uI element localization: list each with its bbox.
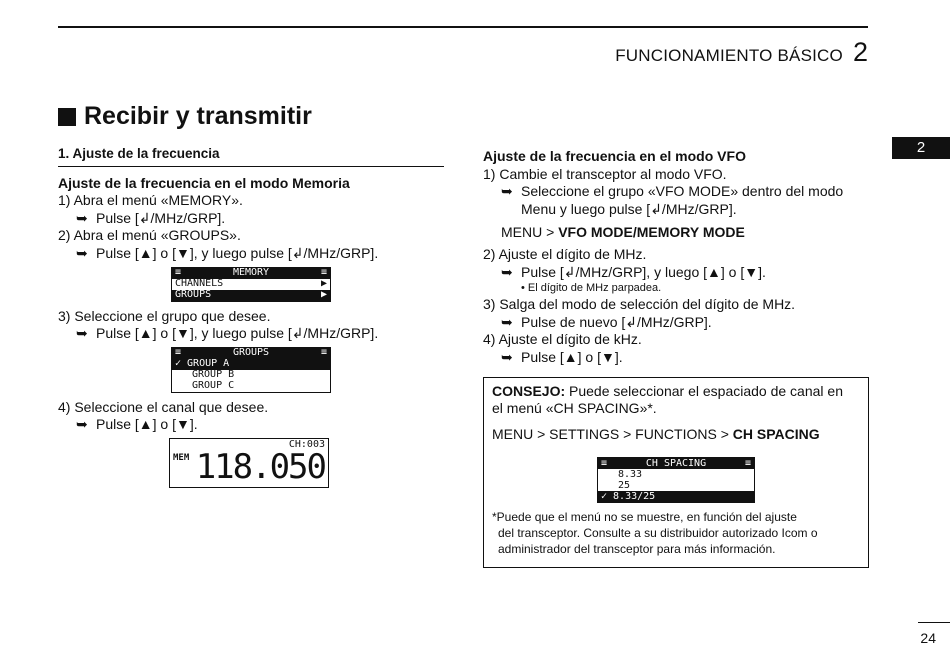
top-rule xyxy=(58,26,868,28)
lcd-group-item: GROUP C xyxy=(192,380,235,392)
step-3: 3) Salga del modo de selección del dígito de MHz. xyxy=(483,296,796,313)
lcd-title: GROUPS xyxy=(232,347,270,359)
step-4: 4) Ajuste el dígito de kHz. xyxy=(483,331,642,348)
step-1: 1) Abra el menú «MEMORY». xyxy=(58,192,243,209)
lcd-spacing-item: 8.33 xyxy=(618,468,643,480)
lcd-title: MEMORY xyxy=(232,267,270,279)
tip-text: CONSEJO: Puede seleccionar el espaciado de canal en el menú «CH SPACING»*. xyxy=(492,382,843,417)
step-2: 2) Ajuste el dígito de MHz. xyxy=(483,245,647,262)
arrow-icon: ➥ xyxy=(501,348,513,365)
menu-icon: ≡ xyxy=(175,347,182,359)
chevron-right-icon: ▶ xyxy=(320,278,327,290)
arrow-icon: ➥ xyxy=(76,244,88,261)
mode-indicator: MEM xyxy=(173,452,190,463)
lcd-menu-item-channels: CHANNELS ▶ xyxy=(175,278,327,290)
menu-icon: ≡ xyxy=(175,267,182,279)
menu-icon: ≡ xyxy=(320,267,327,279)
lcd-title-bar xyxy=(172,268,330,279)
step-1-action: ➥ Pulse [↲/MHz/GRP]. xyxy=(76,209,226,226)
step-1-action: ➥ Seleccione el grupo «VFO MODE» dentro del modo Menu y luego pulse [↲/MHz/GRP]. xyxy=(501,183,844,217)
menu-icon: ≡ xyxy=(744,457,751,469)
menu-icon: ≡ xyxy=(320,347,327,359)
channel-readout: CH:003 xyxy=(288,438,325,450)
lcd-groups-menu xyxy=(171,347,331,393)
arrow-icon: ➥ xyxy=(501,313,513,330)
arrow-icon: ➥ xyxy=(76,416,88,433)
right-column xyxy=(483,148,869,568)
menu-icon: ≡ xyxy=(601,457,608,469)
vfo-mode-heading: Ajuste de la frecuencia en el modo VFO xyxy=(483,148,746,164)
footnote: *Puede que el menú no se muestre, en función del ajuste del transceptor. Consulte a su distribuidor autorizado Icom o administrador del transceptor para más información. xyxy=(492,510,818,557)
left-column xyxy=(58,145,444,494)
section-title-text: Recibir y transmitir xyxy=(84,102,312,130)
arrow-icon: ➥ xyxy=(76,325,88,342)
lcd-spacing-item: ✓ 8.33/25 xyxy=(598,491,754,502)
tip-box xyxy=(483,377,869,569)
lcd-title: CH SPACING xyxy=(645,457,707,469)
tip-label: CONSEJO: xyxy=(492,382,566,399)
chevron-right-icon: ▶ xyxy=(320,289,327,301)
chapter-header xyxy=(615,37,868,68)
step-2-note: • El dígito de MHz parpadea. xyxy=(521,282,662,295)
lcd-memory-menu xyxy=(171,267,331,302)
step-1: 1) Cambie el transceptor al modo VFO. xyxy=(483,165,727,182)
lcd-menu-item-groups: GROUPS ▶ xyxy=(172,290,330,301)
chapter-number: 2 xyxy=(852,37,868,67)
lcd-frequency-display xyxy=(169,438,329,488)
page-number: 24 xyxy=(920,630,936,646)
arrow-icon: ➥ xyxy=(501,263,513,280)
arrow-icon: ➥ xyxy=(76,209,88,226)
step-2-action: ➥ Pulse [▲] o [▼], y luego pulse [↲/MHz/GRP]. xyxy=(76,244,379,261)
lcd-group-item: GROUP B xyxy=(192,369,235,381)
subsection-heading: 1. Ajuste de la frecuencia xyxy=(58,145,444,167)
chapter-side-tab[interactable]: 2 xyxy=(892,137,950,159)
step-4: 4) Seleccione el canal que desee. xyxy=(58,398,269,415)
square-bullet-icon xyxy=(58,108,76,126)
step-2-action: ➥ Pulse [↲/MHz/GRP], y luego [▲] o [▼]. xyxy=(501,263,766,280)
lcd-group-item: ✓ GROUP A xyxy=(172,359,330,370)
chapter-title: FUNCIONAMIENTO BÁSICO xyxy=(615,46,843,65)
step-3-action: ➥ Pulse [▲] o [▼], y luego pulse [↲/MHz/GRP]. xyxy=(76,325,379,342)
step-3-action: ➥ Pulse de nuevo [↲/MHz/GRP]. xyxy=(501,313,712,330)
lcd-spacing-item: 25 xyxy=(618,479,631,491)
step-4-action: ➥ Pulse [▲] o [▼]. xyxy=(501,348,623,365)
lcd-title-bar xyxy=(172,348,330,359)
lcd-title-bar xyxy=(598,458,754,469)
memory-mode-heading: Ajuste de la frecuencia en el modo Memoria xyxy=(58,174,350,191)
arrow-icon: ➥ xyxy=(501,183,513,200)
menu-path: MENU > VFO MODE/MEMORY MODE xyxy=(501,224,745,241)
section-title xyxy=(58,102,312,131)
footer-rule xyxy=(918,622,950,623)
lcd-ch-spacing-menu xyxy=(597,457,755,503)
step-2: 2) Abra el menú «GROUPS». xyxy=(58,227,241,244)
tip-menu-path: MENU > SETTINGS > FUNCTIONS > CH SPACING xyxy=(492,425,820,442)
frequency-readout: 118.050 xyxy=(195,446,325,487)
step-3: 3) Seleccione el grupo que desee. xyxy=(58,307,271,324)
step-4-action: ➥ Pulse [▲] o [▼]. xyxy=(76,416,198,433)
